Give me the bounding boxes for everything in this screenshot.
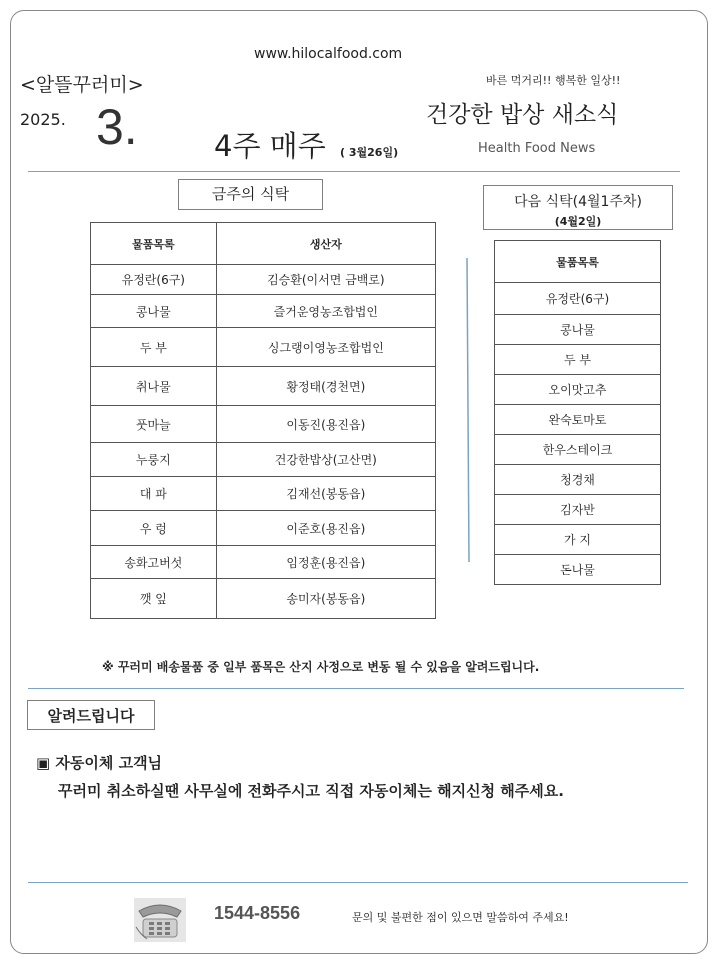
item-cell: 대 파 <box>91 477 217 511</box>
table-row <box>495 405 661 435</box>
table-row <box>91 406 436 443</box>
table-row <box>495 283 661 315</box>
table-row <box>495 435 661 465</box>
item-cell: 풋마늘 <box>91 406 217 443</box>
producer-cell: 싱그랭이영농조합법인 <box>216 328 435 367</box>
table-row <box>495 375 661 405</box>
table-row <box>495 555 661 585</box>
item-cell: 누룽지 <box>91 443 217 477</box>
next-week-table <box>494 240 661 585</box>
announcement-title: 알려드립니다 <box>27 700 155 730</box>
column-header-item: 물품목록 <box>495 241 661 283</box>
this-week-title: 금주의 식탁 <box>178 179 323 210</box>
table-row <box>495 465 661 495</box>
item-cell: 깻 잎 <box>91 579 217 619</box>
producer-cell: 이준호(용진읍) <box>216 511 435 546</box>
substitution-notice: ※ 꾸러미 배송물품 중 일부 품목은 산지 사정으로 변동 될 수 있음을 알려드립니다. <box>102 660 540 674</box>
table-row <box>91 579 436 619</box>
newsletter-headline: 건강한 밥상 새소식 <box>426 102 619 128</box>
newsletter-subtitle: Health Food News <box>478 141 596 156</box>
item-cell: 우 렁 <box>91 511 217 546</box>
table-row <box>495 345 661 375</box>
item-cell: 콩나물 <box>91 295 217 328</box>
table-row <box>91 443 436 477</box>
producer-cell: 이동진(용진읍) <box>216 406 435 443</box>
table-row <box>91 511 436 546</box>
item-cell: 두 부 <box>495 345 661 375</box>
item-cell: 오이맛고추 <box>495 375 661 405</box>
contact-phone-number[interactable]: 1544-8556 <box>214 903 301 923</box>
item-cell: 유정란(6구) <box>495 283 661 315</box>
delivery-week: 4주 매주 <box>214 129 326 163</box>
website-url[interactable]: www.hilocalfood.com <box>254 46 403 62</box>
issue-month: 3. <box>96 99 138 155</box>
next-week-header <box>483 185 673 230</box>
column-header-producer: 생산자 <box>216 223 435 265</box>
telephone-icon <box>133 897 187 943</box>
producer-cell: 황정태(경천면) <box>216 367 435 406</box>
brand-name: <알뜰꾸러미> <box>20 74 144 96</box>
item-cell: 김자반 <box>495 495 661 525</box>
announcement-subheading: ▣ 자동이체 고객님 <box>36 754 163 772</box>
delivery-date: ( 3월26일) <box>340 146 399 159</box>
table-row <box>91 328 436 367</box>
table-row <box>91 546 436 579</box>
section-divider-line <box>466 258 470 562</box>
item-cell: 콩나물 <box>495 315 661 345</box>
item-cell: 청경채 <box>495 465 661 495</box>
table-row <box>495 495 661 525</box>
table-row <box>91 265 436 295</box>
item-cell: 두 부 <box>91 328 217 367</box>
item-cell: 송화고버섯 <box>91 546 217 579</box>
producer-cell: 김재선(봉동읍) <box>216 477 435 511</box>
item-cell: 가 지 <box>495 525 661 555</box>
item-cell: 돈나물 <box>495 555 661 585</box>
table-row <box>495 525 661 555</box>
producer-cell: 김승환(이서면 금백로) <box>216 265 435 295</box>
announcement-body: 꾸러미 취소하실땐 사무실에 전화주시고 직접 자동이체는 해지신청 해주세요. <box>58 782 564 800</box>
next-week-title: 다음 식탁(4월1주차) <box>514 194 642 210</box>
column-header-item: 물품목록 <box>91 223 217 265</box>
issue-year: 2025. <box>20 110 66 129</box>
footer-message: 문의 및 불편한 점이 있으면 말씀하여 주세요! <box>352 911 569 924</box>
header-divider <box>28 171 680 172</box>
table-row <box>91 477 436 511</box>
item-cell: 취나물 <box>91 367 217 406</box>
item-cell: 유정란(6구) <box>91 265 217 295</box>
producer-cell: 송미자(봉동읍) <box>216 579 435 619</box>
table-row <box>495 315 661 345</box>
producer-cell: 건강한밥상(고산면) <box>216 443 435 477</box>
footer-divider <box>28 882 688 883</box>
producer-cell: 즐거운영농조합법인 <box>216 295 435 328</box>
table-row <box>91 367 436 406</box>
item-cell: 한우스테이크 <box>495 435 661 465</box>
notice-divider <box>28 688 684 689</box>
producer-cell: 임정훈(용진읍) <box>216 546 435 579</box>
this-week-table <box>90 222 436 619</box>
slogan: 바른 먹거리!! 행복한 일상!! <box>486 74 621 87</box>
item-cell: 완숙토마토 <box>495 405 661 435</box>
next-week-date: (4월2일) <box>554 215 602 228</box>
table-row <box>91 295 436 328</box>
